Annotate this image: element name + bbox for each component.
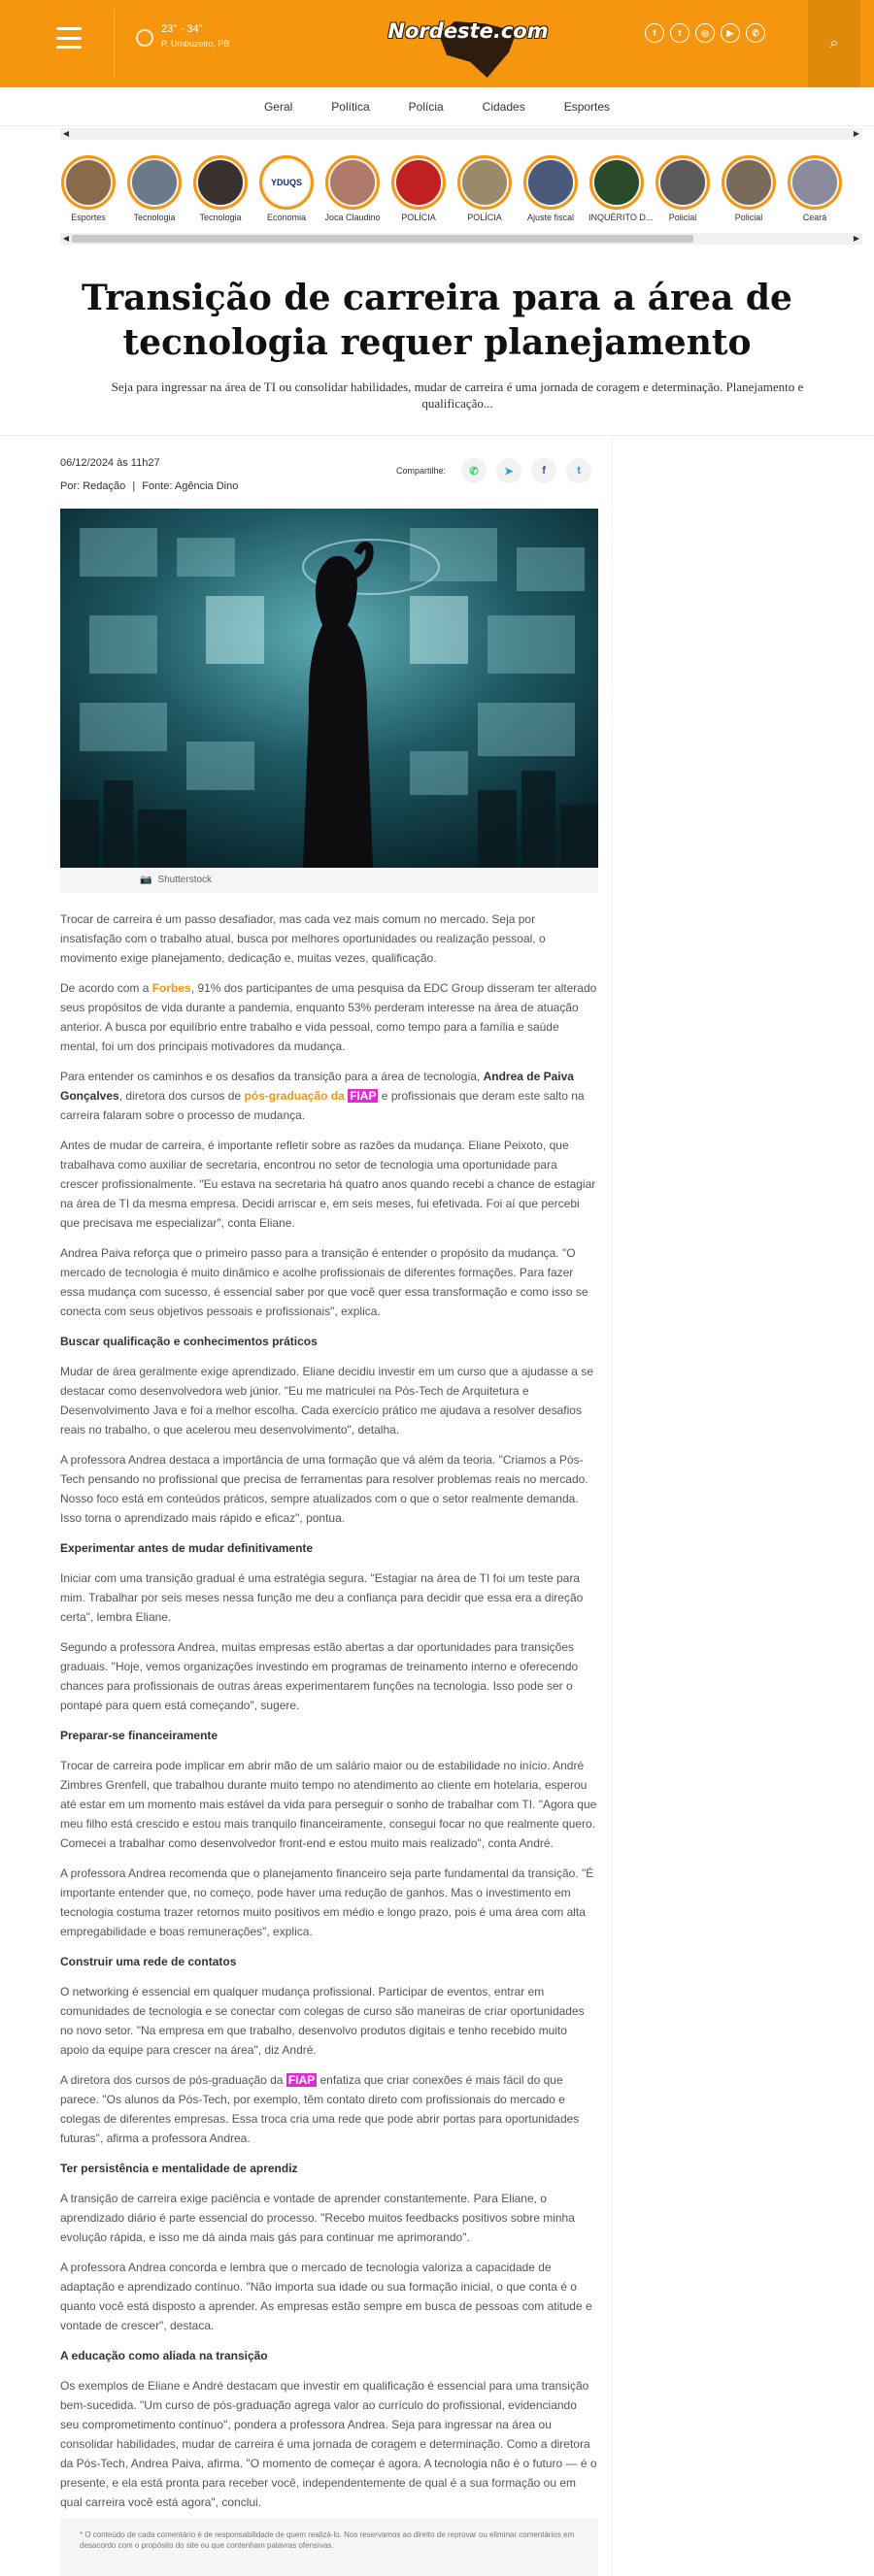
scroll-left-arrow-icon[interactable]: ◀ xyxy=(62,129,70,138)
paragraph: A professora Andrea destaca a importância de uma formação que vá além da teoria. "Criamos a Pós-Tech pensando no profissional que precisa de ferramentas para resolver problemas reais no mercado. Nosso foco está em conteúdos práticos, sempre atualizados com o que o setor realmente demanda. Isso torna o aprendizado mais rápido e eficaz", pontua. xyxy=(60,1453,588,1525)
paragraph: Antes de mudar de carreira, é importante refletir sobre as razões da mudança. Eliane Peixoto, que trabalhava como auxiliar de secretaria, encontrou no setor de tecnologia uma oportunidade para crescer profissionalmente. "Eu estava na secretaria há quatro anos quando recebi a chance de estagiar na área de TI da mesma empresa. Decidi arriscar e, em seis meses, fui efetivada. Foi aí que percebi que precisava me especializar", conta Eliane. xyxy=(60,1139,596,1230)
paragraph: Segundo a professora Andrea, muitas empresas estão abertas a dar oportunidades para transições graduais. "Hoje, vemos organizações investindo em programas de treinamento interno e oferecendo chances para profissionais de outras áreas experimentarem funções na tecnologia. Isso pode ser o pontapé para quem está começando", sugere. xyxy=(60,1640,579,1712)
story-thumbnail xyxy=(523,155,578,210)
story-image xyxy=(528,160,573,205)
story-label: Economia xyxy=(266,213,307,222)
story-label: Joca Claudino xyxy=(324,213,381,222)
paragraph-text: , diretora dos cursos de xyxy=(118,1089,245,1103)
header-divider-line xyxy=(0,435,874,436)
story-thumbnail xyxy=(656,155,710,210)
story-image xyxy=(660,160,705,205)
telegram-share-icon[interactable]: ➤ xyxy=(496,458,521,483)
story-image xyxy=(132,160,177,205)
story-label: Tecnologia xyxy=(199,213,242,222)
paragraph xyxy=(60,1067,598,1125)
story-image xyxy=(594,160,639,205)
paragraph: Trocar de carreira pode implicar em abrir mão de um salário maior ou de estabilidade no início. André Zimbres Grenfell, que trabalhou durante muito tempo no atendimento ao cliente em hotelaria, esperou até estar em um momento mais estável da vida para perseguir o sonho de trabalhar com TI. "Agora que meu filho está crescido e estou mais tranquilo financeiramente, consegui focar no que realmente quero. Comecei a trabalhar como desenvolvedor front-end e estou muito mais realizado", conta André. xyxy=(60,1759,597,1850)
paragraph: Trocar de carreira é um passo desafiador, mas cada vez mais comum no mercado. Seja por insatisfação com o trabalho atual, busca por melhores oportunidades ou realização pessoal, o movimento exige planejamento, dedicação e, muitas vezes, qualificação. xyxy=(60,912,546,965)
nav-item-politica[interactable]: Política xyxy=(331,99,370,114)
story-item[interactable] xyxy=(60,155,117,225)
story-image xyxy=(726,160,771,205)
article-body xyxy=(60,909,598,2523)
comments-notice: * O conteúdo de cada comentário é de responsabilidade de quem realizá-lo. Nos reservamos ao direito de reprovar ou eliminar comentários em desacordo com o propósito do site ou que contenham palavras ofensivas. xyxy=(80,2530,575,2550)
story-item[interactable] xyxy=(390,155,447,225)
stories-bottom-scrollbar[interactable] xyxy=(60,233,862,245)
nav-item-cidades[interactable]: Cidades xyxy=(482,99,525,114)
story-thumbnail xyxy=(193,155,248,210)
whatsapp-icon[interactable]: ✆ xyxy=(746,23,765,43)
facebook-share-icon[interactable]: f xyxy=(531,458,556,483)
story-thumbnail xyxy=(457,155,512,210)
paragraph: A professora Andrea concorda e lembra que o mercado de tecnologia valoriza a capacidade de adaptação e aprendizado contínuo. "Não importa sua idade ou sua formação inicial, o que conta é o quanto você está disposto a aprender. As empresas estão sempre em busca de pessoas com atitude e vontade de crescer", destaca. xyxy=(60,2261,592,2332)
story-image xyxy=(66,160,111,205)
section-heading: Experimentar antes de mudar definitivamente xyxy=(60,1541,314,1555)
instagram-icon[interactable]: ◎ xyxy=(695,23,715,43)
stories-top-scrollbar[interactable] xyxy=(60,128,862,140)
section-heading: Construir uma rede de contatos xyxy=(60,1955,237,1968)
section-heading: A educação como aliada na transição xyxy=(60,2349,268,2362)
image-caption-text: Shutterstock xyxy=(157,875,213,885)
story-item[interactable] xyxy=(787,155,843,225)
youtube-icon[interactable]: ▶ xyxy=(721,23,740,43)
story-image xyxy=(462,160,507,205)
site-header xyxy=(0,0,874,87)
paragraph: A transição de carreira exige paciência e vontade de aprender constantemente. Para Eliane, o aprendizado diário é parte essencial do processo. "Recebo muitos feedbacks positivos sobre minha evolução rápida, e isso me dá ainda mais gás para continuar me aprimorando". xyxy=(60,2192,575,2244)
logo-text: Nordeste.com xyxy=(387,19,549,43)
story-thumbnail xyxy=(788,155,842,210)
paragraph xyxy=(60,2070,598,2148)
facebook-icon[interactable]: f xyxy=(645,23,664,43)
paragraph-text: Para entender os caminhos e os desafios da transição para a área de tecnologia, xyxy=(60,1070,484,1083)
paragraph: O networking é essencial em qualquer mudança profissional. Participar de eventos, entrar em comunidades de tecnologia e se conectar com colegas de curso são maneiras de criar oportunidades no novo setor. "Na empresa em que trabalho, desenvolvo produtos digitais e tenho recebido muito apoio da equipe para crescer na área", diz André. xyxy=(60,1985,585,2057)
column-divider xyxy=(612,436,613,2576)
weather-temps: 23° · 34° xyxy=(161,23,204,35)
scroll-right-arrow-icon[interactable]: ▶ xyxy=(853,129,860,138)
section-heading: Preparar-se financeiramente xyxy=(60,1729,218,1742)
story-label: POLÍCIA xyxy=(467,213,502,222)
postgrad-link[interactable]: pós-graduação da xyxy=(244,1089,345,1103)
article-date: 06/12/2024 às 11h27 xyxy=(60,457,160,469)
hamburger-menu-icon[interactable] xyxy=(56,27,82,49)
paragraph: Os exemplos de Eliane e André destacam que investir em qualificação é essencial para uma transição bem-sucedida. "Um curso de pós-graduação agrega valor ao currículo do profissional, evidenciando seu comprometimento contínuo", pondera a professora Andrea. Seja para ingressar na área ou consolidar habilidades, mudar de carreira é uma jornada de coragem e determinação. Como a diretora da Pós-Tech, Andrea Paiva, afirma. "O momento de começar é agora. A tecnologia não é o futuro — é o presente, e ela está pronta para receber você, independentemente de qual é a sua formação ou em qual carreira você está agora", conclui. xyxy=(60,2379,597,2509)
section-heading: Ter persistência e mentalidade de aprendiz xyxy=(60,2162,298,2175)
story-image: YDUQS xyxy=(264,160,309,205)
paragraph-text: A diretora dos cursos de pós-graduação da xyxy=(60,2073,286,2087)
story-thumbnail xyxy=(61,155,116,210)
weather-sun-icon xyxy=(136,29,153,47)
story-item[interactable] xyxy=(192,155,249,225)
whatsapp-share-icon[interactable]: ✆ xyxy=(461,458,487,483)
story-image xyxy=(396,160,441,205)
social-links xyxy=(645,23,765,43)
nav-item-policia[interactable]: Polícia xyxy=(408,99,444,114)
story-label: Ceará xyxy=(802,213,827,222)
fiap-highlight: FIAP xyxy=(287,2073,316,2087)
story-item[interactable] xyxy=(258,155,315,225)
article-meta xyxy=(60,451,238,498)
paragraph xyxy=(60,978,598,1056)
story-label: Policial xyxy=(668,213,697,222)
story-thumbnail xyxy=(391,155,446,210)
paragraph-text: e profissionais que deram este salto na carreira falaram sobre o processo de mudança. xyxy=(60,1089,585,1122)
story-item[interactable] xyxy=(588,155,654,225)
person-name: Andrea de Paiva Gonçalves xyxy=(60,1070,574,1103)
paragraph-text: , 91% dos participantes de uma pesquisa da EDC Group disseram ter alterado seus propósitos de vida durante a pandemia, enquanto 53% perderam interesse na área de atuação anterior. A busca por equilíbrio entre trabalho e vida pessoal, como tempo para a família e saúde mental, foi um dos principais motivadores da mudança. xyxy=(60,981,597,1053)
article-title: Transição de carreira para a área de tecnologia requer planejamento xyxy=(82,278,792,363)
camera-icon: 📷 xyxy=(140,875,152,885)
story-thumbnail xyxy=(259,155,314,210)
story-item[interactable] xyxy=(721,155,777,225)
nav-item-esportes[interactable]: Esportes xyxy=(563,99,611,114)
paragraph: Andrea Paiva reforça que o primeiro passo para a transição é entender o propósito da mudança. "O mercado de tecnologia é muito dinâmico e acolhe profissionais de diferentes formações. Para fazer essa mudança com sucesso, é essencial saber por que você quer essa transformação e como isso se conecta com seus objetivos pessoais e profissionais", explica. xyxy=(60,1246,588,1318)
stories-carousel xyxy=(60,155,862,225)
paragraph-text: De acordo com a xyxy=(60,981,152,995)
fiap-highlight: FIAP xyxy=(350,1089,377,1103)
article-byline xyxy=(60,475,238,498)
header-divider xyxy=(114,10,115,78)
story-image xyxy=(792,160,837,205)
story-item[interactable] xyxy=(655,155,711,225)
article-source: Fonte: Agência Dino xyxy=(142,480,239,492)
paragraph: A professora Andrea recomenda que o planejamento financeiro seja parte fundamental da transição. "É importante entender que, no começo, pode haver uma redução de ganhos. Mas o investimento em tecnologia costuma trazer retornos muito positivos em médio e longo prazo, pois é uma área com alta empregabilidade e boas remunerações", explica. xyxy=(60,1866,594,1938)
woman-tech-screens-illustration xyxy=(60,509,598,868)
share-label: Compartilhe: xyxy=(396,466,447,476)
site-logo[interactable] xyxy=(381,4,555,78)
story-thumbnail xyxy=(127,155,182,210)
twitter-icon[interactable]: t xyxy=(670,23,689,43)
article-subtitle: Seja para ingressar na área de TI ou consolidar habilidades, mudar de carreira é uma jornada de coragem e determinação. Planejamento e qualificação... xyxy=(111,380,804,411)
byline-separator: | xyxy=(132,480,136,492)
story-label: Tecnologia xyxy=(133,213,176,222)
scrollbar-thumb[interactable] xyxy=(72,235,693,243)
story-thumbnail xyxy=(325,155,380,210)
story-thumbnail xyxy=(589,155,644,210)
forbes-link[interactable]: Forbes xyxy=(151,981,191,995)
share-bar xyxy=(396,458,591,483)
story-label: Ajuste fiscal xyxy=(526,213,575,222)
paragraph: Mudar de área geralmente exige aprendizado. Eliane decidiu investir em um curso que a ajudasse a se destacar como desenvolvedora web júnior. "Eu me matriculei na Pós-Tech de Arquitetura e Desenvolvimento Java e foi a melhor escolha. Cada exercício prático me ajudava a resolver desafios reais no trabalho, o que acelerou meu desenvolvimento", detalha. xyxy=(60,1365,593,1437)
story-label: Esportes xyxy=(71,213,106,222)
story-item[interactable] xyxy=(456,155,513,225)
story-image xyxy=(198,160,243,205)
paragraph: Iniciar com uma transição gradual é uma estratégia segura. "Estagiar na área de TI foi um teste para mim. Trabalhar por seis meses nessa função me deu a confiança para decidir que essa era a direção certa", lembra Eliane. xyxy=(60,1571,584,1624)
scroll-left-arrow-icon[interactable]: ◀ xyxy=(62,234,70,243)
image-caption xyxy=(60,868,598,893)
story-image xyxy=(330,160,375,205)
paragraph-text: enfatiza que criar conexões é mais fácil do que parece. "Os alunos da Pós-Tech, por exemplo, têm contato direto com profissionais do mercado e colegas de diferentes empresas. Essa troca cria uma rede que pode abrir portas para oportunidades futuras", afirma a professora Andrea. xyxy=(60,2073,580,2145)
weather-city: P. Umbuzeiro, PB xyxy=(161,39,230,49)
story-item[interactable] xyxy=(522,155,579,225)
category-nav xyxy=(0,87,874,126)
twitter-share-icon[interactable]: t xyxy=(566,458,591,483)
story-thumbnail xyxy=(722,155,776,210)
section-heading: Buscar qualificação e conhecimentos práticos xyxy=(60,1335,318,1348)
nav-item-geral[interactable]: Geral xyxy=(263,99,293,114)
story-label: INQUÉRITO D... xyxy=(588,213,654,222)
article-author: Por: Redação xyxy=(60,480,126,492)
article-hero-image xyxy=(60,509,598,868)
story-label: POLÍCIA xyxy=(401,213,436,222)
story-label: Policial xyxy=(734,213,763,222)
story-item[interactable] xyxy=(126,155,183,225)
scroll-right-arrow-icon[interactable]: ▶ xyxy=(853,234,860,243)
story-item[interactable] xyxy=(324,155,381,225)
search-icon[interactable]: ⌕ xyxy=(808,0,860,87)
